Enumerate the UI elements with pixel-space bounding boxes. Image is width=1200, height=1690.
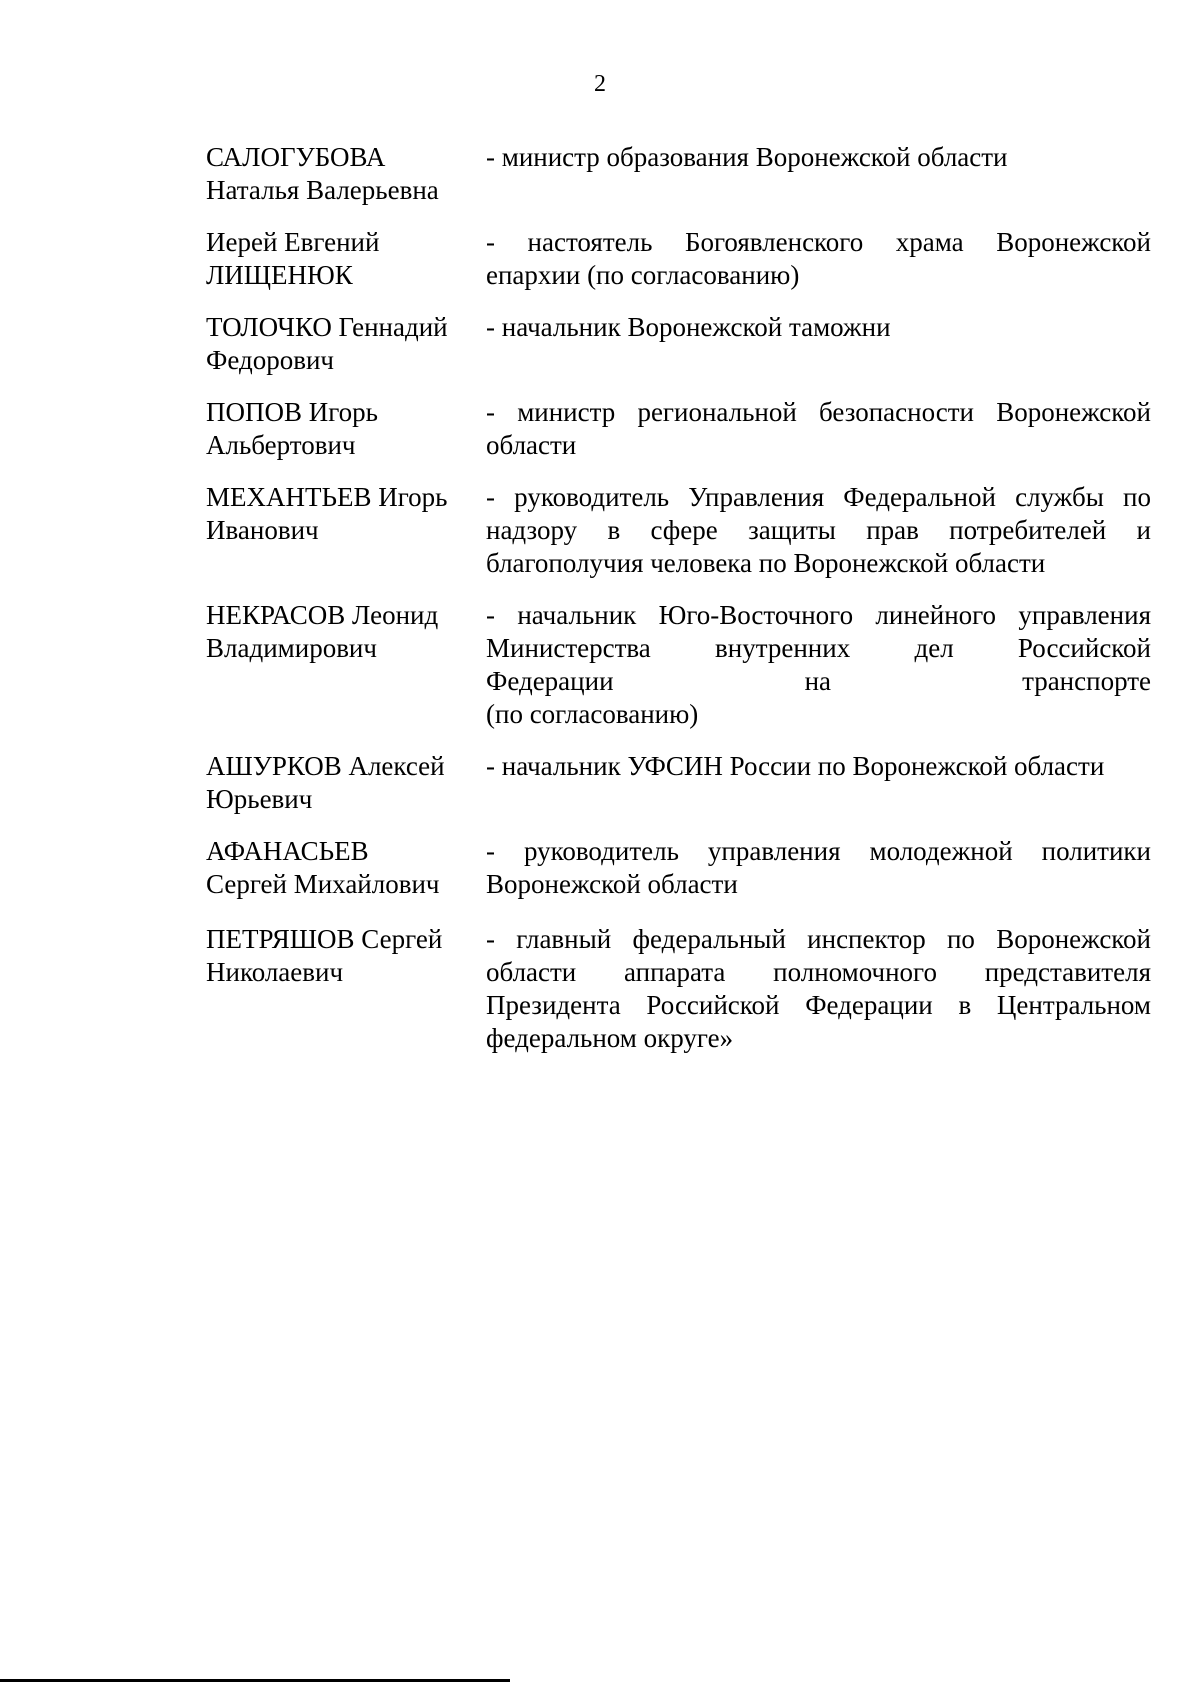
position-line: Министерства внутренних дел Российской	[486, 633, 1151, 663]
position-line: надзору в сфере защиты прав потребителей и	[486, 515, 1151, 545]
person-name-line: Альбертович	[206, 430, 356, 460]
person-name-line: Иерей Евгений	[206, 227, 380, 257]
person-position	[486, 226, 1151, 292]
position-line: - министр региональной безопасности Воронежской	[486, 397, 1151, 427]
person-position	[486, 141, 1151, 207]
roster-entry	[206, 835, 1151, 901]
person-name-line: Юрьевич	[206, 784, 313, 814]
position-line: - начальник Юго-Восточного линейного управления	[486, 600, 1151, 630]
person-name	[206, 226, 486, 292]
position-line: благополучия человека по Воронежской области	[486, 548, 1046, 578]
position-line: (по согласованию)	[486, 699, 699, 729]
position-line: Воронежской области	[486, 869, 738, 899]
person-name-line: Сергей Михайлович	[206, 869, 440, 899]
person-name-line: ЛИЩЕНЮК	[206, 260, 353, 290]
person-name-line: Николаевич	[206, 957, 344, 987]
person-name-line: ПЕТРЯШОВ Сергей	[206, 924, 443, 954]
person-name-line: МЕХАНТЬЕВ Игорь	[206, 482, 448, 512]
person-name-line: НЕКРАСОВ Леонид	[206, 600, 439, 630]
person-name	[206, 923, 486, 1055]
person-name	[206, 141, 486, 207]
person-name-line: АФАНАСЬЕВ	[206, 836, 369, 866]
person-name-line: АШУРКОВ Алексей	[206, 751, 445, 781]
person-position	[486, 750, 1151, 816]
page-number: 2	[594, 71, 606, 97]
person-name	[206, 599, 486, 731]
person-position	[486, 481, 1151, 580]
person-name-line: Владимирович	[206, 633, 377, 663]
person-name-line: Наталья Валерьевна	[206, 175, 439, 205]
position-line: - руководитель управления молодежной политики	[486, 836, 1151, 866]
position-line: области	[486, 430, 577, 460]
person-name-line: ТОЛОЧКО Геннадий	[206, 312, 448, 342]
person-name	[206, 396, 486, 462]
position-line: федеральном округе»	[486, 1023, 734, 1053]
person-name-line: ПОПОВ Игорь	[206, 397, 378, 427]
roster-entry	[206, 481, 1151, 580]
person-position	[486, 923, 1151, 1055]
roster-entry	[206, 923, 1151, 1055]
position-line: Президента Российской Федерации в Центральном	[486, 990, 1151, 1020]
roster-entry	[206, 396, 1151, 462]
position-line: - руководитель Управления Федеральной службы по	[486, 482, 1151, 512]
roster-entry	[206, 226, 1151, 292]
person-name-line: САЛОГУБОВА	[206, 142, 386, 172]
position-line: - главный федеральный инспектор по Воронежской	[486, 924, 1151, 954]
position-line: Федерации на транспорте	[486, 666, 1151, 696]
roster-entry	[206, 750, 1151, 816]
roster-entry	[206, 311, 1151, 377]
position-line: - начальник УФСИН России по Воронежской области	[486, 751, 1105, 781]
person-name-line: Федорович	[206, 345, 334, 375]
person-name	[206, 481, 486, 580]
roster-entry	[206, 599, 1151, 731]
footer-rule	[0, 1679, 510, 1682]
person-name	[206, 311, 486, 377]
position-line: - начальник Воронежской таможни	[486, 312, 891, 342]
person-position	[486, 599, 1151, 731]
roster-list	[206, 141, 1151, 1055]
position-line: епархии (по согласованию)	[486, 260, 800, 290]
position-line: области аппарата полномочного представителя	[486, 957, 1151, 987]
person-name-line: Иванович	[206, 515, 319, 545]
person-name	[206, 835, 486, 901]
person-position	[486, 396, 1151, 462]
position-line: - настоятель Богоявленского храма Воронежской	[486, 227, 1151, 257]
position-line: - министр образования Воронежской области	[486, 142, 1008, 172]
roster-entry	[206, 141, 1151, 207]
person-position	[486, 311, 1151, 377]
person-name	[206, 750, 486, 816]
person-position	[486, 835, 1151, 901]
